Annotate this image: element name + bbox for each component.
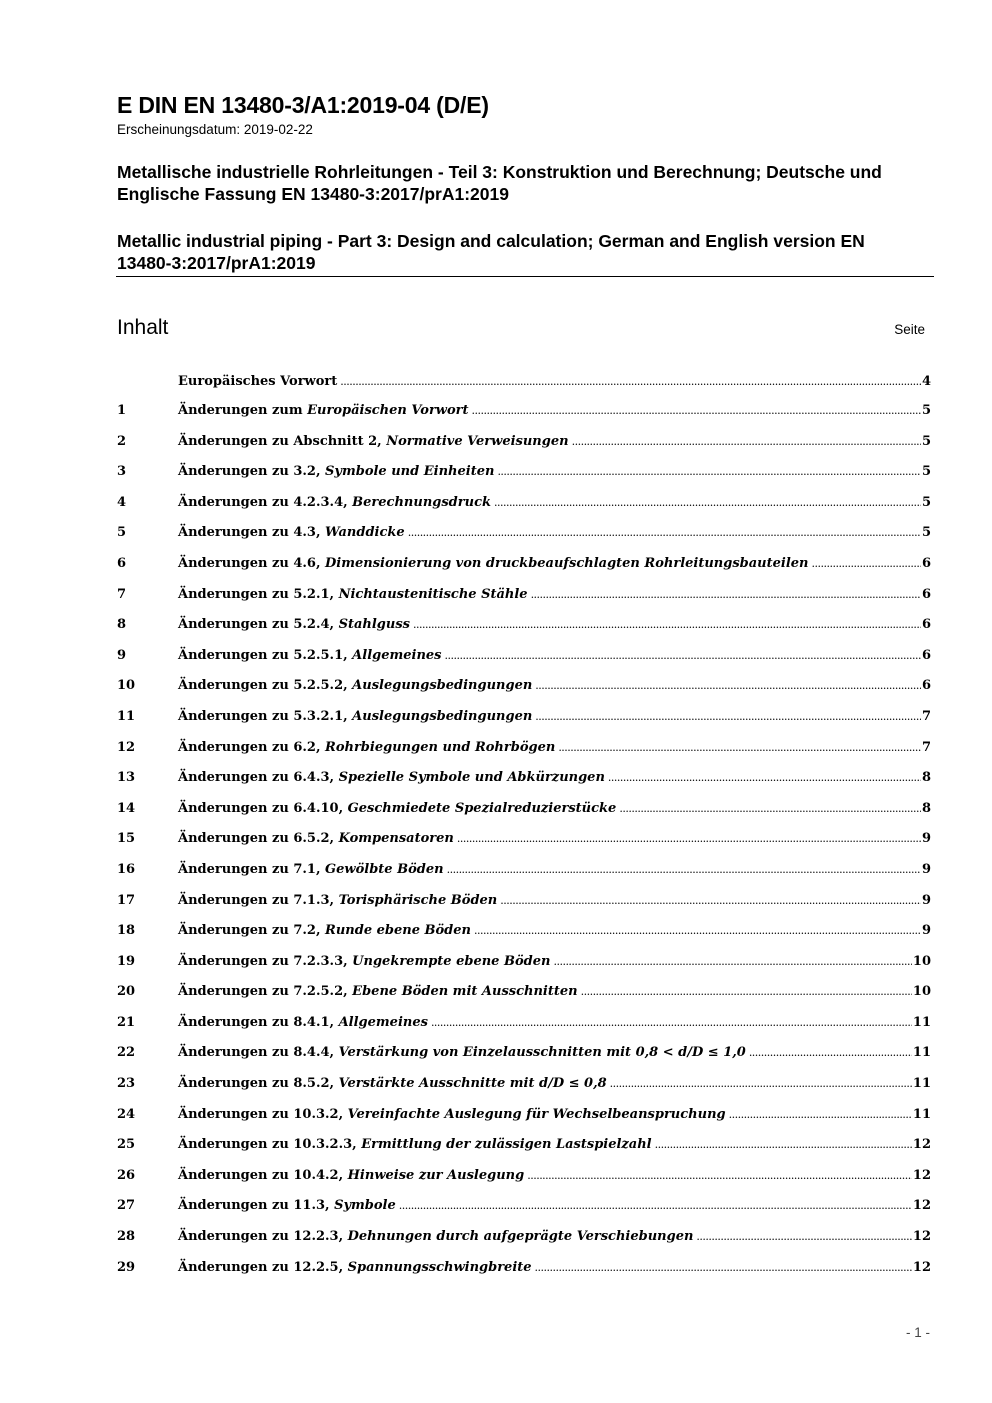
toc-entry-title-italic: Dehnungen durch aufgeprägte Verschiebungen	[347, 1229, 694, 1245]
table-of-contents	[117, 368, 931, 1283]
toc-entry-title-italic: Berechnungsdruck	[352, 494, 491, 510]
toc-entry[interactable]	[117, 947, 931, 978]
toc-entry-title	[178, 763, 605, 794]
toc-entry-number: 21	[117, 1014, 136, 1030]
toc-entry[interactable]	[117, 1130, 931, 1161]
toc-dot-leader	[408, 518, 921, 549]
toc-entry-title	[178, 396, 469, 427]
toc-dot-leader	[729, 1100, 912, 1131]
toc-entry[interactable]	[117, 1038, 931, 1069]
toc-heading: Inhalt	[117, 316, 169, 339]
toc-entry-title-prefix: Änderungen zu 8.4.1,	[178, 1014, 339, 1030]
toc-entry-page: 12	[912, 1229, 931, 1245]
toc-entry-title-italic: Rohrbiegungen und Rohrbögen	[325, 739, 556, 755]
toc-entry-title-prefix: Änderungen zu 6.4.3,	[178, 770, 339, 786]
toc-entry-title-italic: Kompensatoren	[338, 831, 454, 847]
toc-entry-title-italic: Verstärkung von Einzelausschnitten mit 0,8 < d/D ≤ 1,0	[338, 1045, 746, 1061]
toc-entry-title-prefix: Änderungen zu 8.4.4,	[178, 1045, 339, 1061]
toc-dot-leader	[535, 671, 921, 702]
toc-entry[interactable]	[117, 733, 931, 764]
page-number: - 1 -	[905, 1325, 930, 1340]
toc-entry-title-italic: Auslegungsbedingungen	[352, 678, 533, 694]
toc-entry-title-italic: Ungekrempte ebene Böden	[352, 953, 551, 969]
toc-entry-number: 13	[117, 770, 136, 786]
toc-entry-title	[178, 824, 454, 855]
toc-entry-title-italic: Auslegungsbedingungen	[352, 708, 533, 724]
toc-entry-title	[178, 549, 809, 580]
toc-dot-leader	[431, 1008, 912, 1039]
toc-entry-title-prefix: Änderungen zu Abschnitt 2,	[178, 433, 387, 449]
toc-dot-leader	[581, 977, 912, 1008]
toc-dot-leader	[399, 1191, 912, 1222]
toc-entry-title-italic: Hinweise zur Auslegung	[347, 1167, 525, 1183]
toc-entry-title-prefix: Änderungen zum	[178, 403, 308, 418]
toc-entry-title-prefix: Änderungen zu 5.2.5.2,	[178, 678, 353, 694]
toc-entry[interactable]	[117, 549, 931, 580]
toc-entry-page: 10	[912, 953, 931, 969]
toc-entry-number: 10	[117, 678, 136, 694]
toc-entry-page: 12	[912, 1137, 931, 1153]
toc-entry-page: 8	[921, 770, 931, 786]
toc-dot-leader	[696, 1222, 911, 1253]
toc-entry-number: 23	[117, 1076, 136, 1092]
toc-entry-page: 7	[921, 739, 931, 755]
toc-entry-page: 11	[912, 1076, 931, 1092]
toc-entry[interactable]	[117, 794, 931, 825]
toc-dot-leader	[340, 368, 921, 396]
toc-entry[interactable]	[117, 702, 931, 733]
toc-dot-leader	[655, 1130, 912, 1161]
toc-entry-number: 18	[117, 923, 136, 939]
toc-entry-title-italic: Allgemeines	[352, 647, 442, 663]
toc-entry-title	[178, 518, 405, 549]
toc-entry-title	[178, 610, 410, 641]
header-divider	[116, 276, 934, 277]
toc-entry-title	[178, 488, 491, 519]
toc-entry[interactable]	[117, 518, 931, 549]
toc-entry[interactable]	[117, 368, 931, 396]
toc-entry-number: 7	[117, 586, 127, 602]
toc-entry-title	[178, 641, 442, 672]
toc-entry-number: 19	[117, 953, 136, 969]
toc-entry-number: 28	[117, 1229, 136, 1245]
toc-entry-page: 9	[921, 892, 931, 908]
toc-entry-page: 11	[912, 1045, 931, 1061]
toc-entry-title-italic: Nichtaustenitische Stähle	[338, 586, 528, 602]
toc-entry-title	[178, 580, 528, 611]
toc-entry-title-italic: Verstärkte Ausschnitte mit d/D ≤ 0,8	[338, 1076, 607, 1092]
toc-dot-leader	[500, 886, 921, 917]
toc-dot-leader	[619, 794, 921, 825]
toc-entry-title-italic: Spannungsschwingbreite	[347, 1259, 532, 1275]
title-german: Metallische industrielle Rohrleitungen - Teil 3: Konstruktion und Berechnung; Deutsche und Englische Fassung EN 13480-3:2017/prA1:2019	[117, 162, 882, 204]
toc-entry-number: 3	[117, 464, 127, 480]
toc-entry-title-italic: Allgemeines	[338, 1014, 428, 1030]
toc-entry-number: 11	[117, 708, 136, 724]
toc-entry[interactable]	[117, 610, 931, 641]
toc-entry-title-italic: Dimensionierung von druckbeaufschlagten Rohrleitungsbauteilen	[325, 555, 809, 571]
toc-entry[interactable]	[117, 396, 931, 427]
toc-entry-title-prefix: Änderungen zu 10.4.2,	[178, 1167, 348, 1183]
toc-entry-page: 9	[921, 831, 931, 847]
toc-entry[interactable]	[117, 1100, 931, 1131]
toc-entry-number: 2	[117, 433, 127, 449]
toc-entry-number: 6	[117, 555, 127, 571]
toc-entry-title	[178, 947, 550, 978]
toc-entry[interactable]	[117, 488, 931, 519]
toc-entry-page: 5	[921, 464, 931, 480]
toc-dot-leader	[497, 457, 921, 488]
toc-entry-page: 6	[921, 555, 931, 571]
toc-entry-number: 27	[117, 1198, 136, 1214]
toc-entry[interactable]	[117, 580, 931, 611]
publication-date: Erscheinungsdatum: 2019-02-22	[117, 122, 313, 137]
toc-entry-title-prefix: Änderungen zu 11.3,	[178, 1198, 335, 1214]
toc-entry-page: 9	[921, 923, 931, 939]
toc-dot-leader	[610, 1069, 912, 1100]
toc-entry-title-prefix: Änderungen zu 6.4.10,	[178, 800, 348, 816]
toc-entry-title-prefix: Änderungen zu 7.1,	[178, 861, 326, 877]
toc-entry-number: 25	[117, 1137, 136, 1153]
toc-entry-number: 16	[117, 861, 136, 877]
toc-entry-number: 29	[117, 1259, 136, 1275]
toc-entry-title	[178, 1222, 693, 1253]
toc-entry-page: 5	[921, 433, 931, 449]
toc-entry[interactable]	[117, 824, 931, 855]
toc-entry[interactable]	[117, 427, 931, 458]
toc-entry[interactable]	[117, 641, 931, 672]
toc-entry-title-prefix: Änderungen zu 10.3.2,	[178, 1106, 348, 1122]
toc-entry-title	[178, 1069, 607, 1100]
toc-dot-leader	[494, 488, 921, 519]
toc-entry-title-italic: Vereinfachte Auslegung für Wechselbeanspruchung	[347, 1106, 726, 1122]
toc-entry-page: 12	[912, 1167, 931, 1183]
toc-entry-title	[178, 427, 569, 458]
toc-entry-page: 6	[921, 617, 931, 633]
toc-dot-leader	[535, 1253, 912, 1284]
toc-entry-title	[178, 1038, 746, 1069]
toc-entry-title-prefix: Änderungen zu 4.2.3.4,	[178, 494, 353, 510]
toc-entry-number: 14	[117, 800, 136, 816]
toc-entry-title-italic: Torisphärische Böden	[338, 892, 498, 908]
toc-entry-page: 9	[921, 861, 931, 877]
toc-entry[interactable]	[117, 457, 931, 488]
toc-entry-page: 12	[912, 1198, 931, 1214]
toc-dot-leader	[531, 580, 921, 611]
toc-entry-page: 6	[921, 678, 931, 694]
toc-entry-number: 1	[117, 403, 127, 418]
toc-entry-title	[178, 671, 532, 702]
toc-entry-title-prefix: Änderungen zu 12.2.3,	[178, 1229, 348, 1245]
toc-entry[interactable]	[117, 763, 931, 794]
toc-entry-title-italic: Symbole und Einheiten	[325, 464, 495, 480]
toc-page-column-label: Seite	[894, 322, 925, 337]
toc-entry-title	[178, 916, 471, 947]
toc-entry-title-prefix: Änderungen zu 7.2,	[178, 923, 326, 939]
title-english: Metallic industrial piping - Part 3: Design and calculation; German and English version EN 13480-3:2017/prA1:2019	[117, 231, 865, 273]
toc-entry-title	[178, 1161, 524, 1192]
toc-entry[interactable]	[117, 1069, 931, 1100]
toc-entry-title-prefix: Änderungen zu 7.2.5.2,	[178, 984, 353, 1000]
toc-entry-title-prefix: Änderungen zu 8.5.2,	[178, 1076, 339, 1092]
toc-entry-title-italic: Stahlguss	[338, 617, 410, 633]
toc-entry[interactable]	[117, 977, 931, 1008]
toc-entry-title-prefix: Änderungen zu 6.5.2,	[178, 831, 339, 847]
toc-entry-title	[178, 1008, 428, 1039]
toc-entry-title-prefix: Änderungen zu 3.2,	[178, 464, 326, 480]
toc-dot-leader	[445, 641, 921, 672]
toc-entry-title	[178, 1191, 396, 1222]
toc-entry-title-italic: Ebene Böden mit Ausschnitten	[352, 984, 578, 1000]
toc-entry-title-italic: Wanddicke	[325, 525, 405, 541]
toc-entry-page: 11	[912, 1106, 931, 1122]
toc-entry-title	[178, 1130, 652, 1161]
toc-dot-leader	[527, 1161, 912, 1192]
toc-entry-title-prefix: Änderungen zu 4.6,	[178, 555, 326, 571]
toc-entry-title	[178, 977, 578, 1008]
toc-entry-number: 12	[117, 739, 136, 755]
toc-dot-leader	[474, 916, 921, 947]
document-number: E DIN EN 13480-3/A1:2019-04 (D/E)	[117, 92, 489, 118]
toc-entry[interactable]	[117, 1161, 931, 1192]
toc-entry-title	[178, 794, 616, 825]
toc-entry[interactable]	[117, 671, 931, 702]
toc-entry-page: 11	[912, 1014, 931, 1030]
toc-entry-title-prefix: Änderungen zu 5.2.4,	[178, 617, 339, 633]
toc-entry[interactable]	[117, 855, 931, 886]
toc-entry-number: 24	[117, 1106, 136, 1122]
toc-entry-title	[178, 457, 494, 488]
toc-entry-title	[178, 886, 497, 917]
toc-entry-title-prefix: Änderungen zu 5.3.2.1,	[178, 708, 353, 724]
toc-entry[interactable]	[117, 886, 931, 917]
toc-dot-leader	[749, 1038, 912, 1069]
toc-entry-title	[178, 1253, 532, 1284]
toc-entry-page: 8	[921, 800, 931, 816]
toc-entry-page: 12	[912, 1259, 931, 1275]
toc-entry-title	[178, 733, 555, 764]
toc-entry-number: 15	[117, 831, 136, 847]
toc-entry[interactable]	[117, 1222, 931, 1253]
toc-entry-title-italic: Geschmiedete Spezialreduzierstücke	[347, 800, 617, 816]
toc-entry-number: 4	[117, 494, 127, 510]
toc-entry-page: 10	[912, 984, 931, 1000]
toc-entry-title	[178, 368, 337, 396]
toc-entry-number: 5	[117, 525, 127, 541]
toc-dot-leader	[535, 702, 921, 733]
toc-entry-title-italic: Runde ebene Böden	[325, 923, 471, 939]
toc-entry-title-prefix: Änderungen zu 5.2.1,	[178, 586, 339, 602]
toc-entry-title-italic: Spezielle Symbole und Abkürzungen	[338, 770, 605, 786]
toc-entry-title-prefix: Änderungen zu 7.1.3,	[178, 892, 339, 908]
toc-entry-title	[178, 855, 444, 886]
toc-entry-number: 22	[117, 1045, 136, 1061]
toc-entry-page: 4	[921, 374, 931, 389]
toc-dot-leader	[558, 733, 921, 764]
toc-entry[interactable]	[117, 1191, 931, 1222]
toc-dot-leader	[457, 824, 921, 855]
toc-entry[interactable]	[117, 916, 931, 947]
toc-entry-title-italic: Gewölbte Böden	[325, 861, 444, 877]
toc-entry-title	[178, 1100, 726, 1131]
toc-entry-title-prefix: Europäisches Vorwort	[178, 374, 338, 389]
toc-entry-title	[178, 702, 532, 733]
toc-entry-title-prefix: Änderungen zu 12.2.5,	[178, 1259, 348, 1275]
toc-dot-leader	[572, 427, 921, 458]
toc-entry-title-italic: Ermittlung der zulässigen Lastspielzahl	[361, 1137, 652, 1153]
toc-dot-leader	[553, 947, 911, 978]
toc-entry[interactable]	[117, 1253, 931, 1284]
toc-entry-title-prefix: Änderungen zu 10.3.2.3,	[178, 1137, 362, 1153]
toc-entry-title-italic: Normative Verweisungen	[386, 433, 569, 449]
toc-entry-page: 6	[921, 647, 931, 663]
toc-dot-leader	[413, 610, 921, 641]
toc-entry-number: 17	[117, 892, 136, 908]
toc-entry-title-prefix: Änderungen zu 4.3,	[178, 525, 326, 541]
toc-entry-page: 7	[921, 708, 931, 724]
toc-entry-page: 6	[921, 586, 931, 602]
toc-entry-title-italic: Symbole	[334, 1198, 396, 1214]
toc-dot-leader	[608, 763, 921, 794]
toc-entry[interactable]	[117, 1008, 931, 1039]
toc-entry-title-prefix: Änderungen zu 6.2,	[178, 739, 326, 755]
toc-entry-title-italic: Europäischen Vorwort	[307, 403, 469, 418]
toc-entry-page: 5	[921, 403, 931, 418]
toc-dot-leader	[447, 855, 921, 886]
toc-dot-leader	[812, 549, 921, 580]
toc-entry-number: 20	[117, 984, 136, 1000]
toc-entry-number: 9	[117, 647, 127, 663]
toc-entry-title-prefix: Änderungen zu 7.2.3.3,	[178, 953, 353, 969]
toc-entry-number: 8	[117, 617, 127, 633]
toc-entry-number: 26	[117, 1167, 136, 1183]
toc-dot-leader	[472, 396, 921, 427]
toc-entry-page: 5	[921, 494, 931, 510]
toc-entry-page: 5	[921, 525, 931, 541]
toc-entry-title-prefix: Änderungen zu 5.2.5.1,	[178, 647, 353, 663]
